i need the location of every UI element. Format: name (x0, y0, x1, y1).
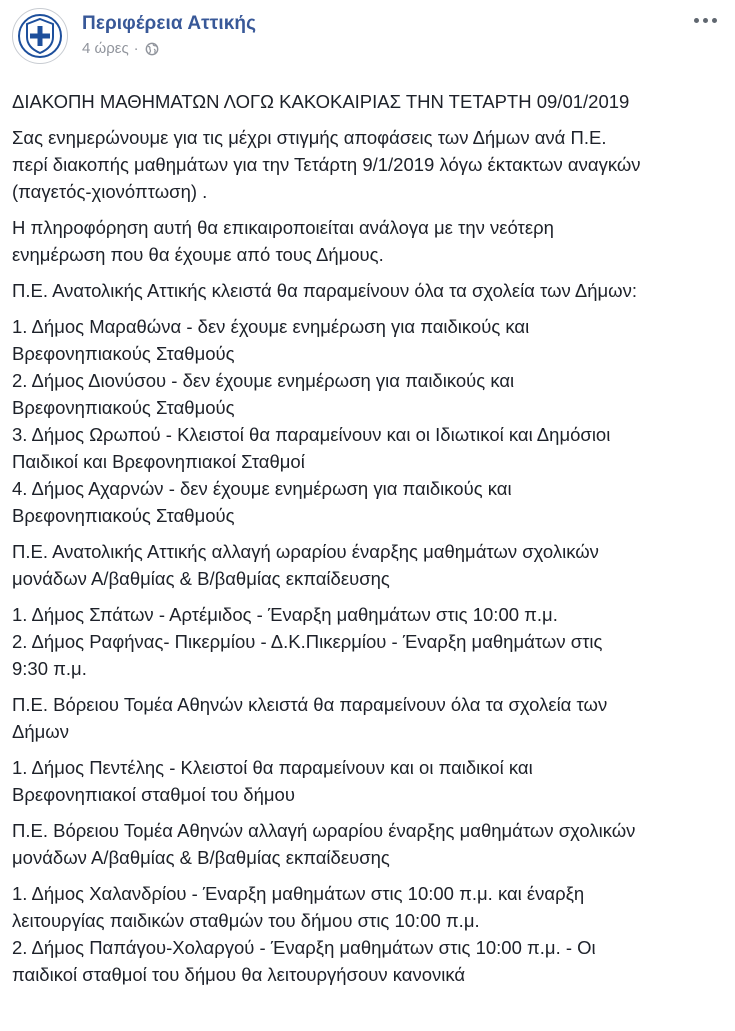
post-text-line: Η πληροφόρηση αυτή θα επικαιροποιείται ανάλογα με την νεότερη (12, 217, 554, 238)
post-text-line: Βρεφονηπιακούς Σταθμούς (12, 343, 235, 364)
post-header (12, 0, 719, 72)
post-text-line: παιδικοί σταθμοί του δήμου θα λειτουργήσουν κανονικά (12, 964, 466, 985)
post-paragraph (12, 277, 719, 304)
page-name-link[interactable]: Περιφέρεια Αττικής (82, 13, 257, 34)
post-paragraph (12, 124, 719, 205)
post-text-line: 2. Δήμος Διονύσου - δεν έχουμε ενημέρωση για παιδικούς και (12, 370, 515, 391)
post-text-line: Π.Ε. Βόρειου Τομέα Αθηνών κλειστά θα παραμείνουν όλα τα σχολεία των (12, 694, 608, 715)
post-text-line: 1. Δήμος Πεντέλης - Κλειστοί θα παραμείνουν και οι παιδικοί και (12, 757, 533, 778)
post-text-line: Σας ενημερώνουμε για τις μέχρι στιγμής αποφάσεις των Δήμων ανά Π.Ε. (12, 127, 607, 148)
post-paragraph (12, 313, 719, 529)
post-paragraph (12, 880, 719, 988)
post-text-line: λειτουργίας παιδικών σταθμών του δήμου στις 10:00 π.μ. (12, 910, 480, 931)
post-text-line: 1. Δήμος Μαραθώνα - δεν έχουμε ενημέρωση για παιδικούς και (12, 316, 530, 337)
more-options-icon[interactable] (690, 14, 721, 27)
post-text-line: Παιδικοί και Βρεφονηπιακοί Σταθμοί (12, 451, 305, 472)
post-text-line: 9:30 π.μ. (12, 658, 87, 679)
post-text-line: 4. Δήμος Αχαρνών - δεν έχουμε ενημέρωση για παιδικούς και (12, 478, 512, 499)
post-text-line: (παγετός-χιονόπτωση) . (12, 181, 208, 202)
post-text-line: Π.Ε. Ανατολικής Αττικής κλειστά θα παραμείνουν όλα τα σχολεία των Δήμων: (12, 280, 638, 301)
post-header-text (82, 8, 719, 59)
post-paragraph (12, 754, 719, 808)
post-text-line: μονάδων Α/βαθμίας & Β/βαθμίας εκπαίδευσης (12, 568, 390, 589)
post-text-line: Βρεφονηπιακούς Σταθμούς (12, 505, 235, 526)
more-options-dot (694, 18, 699, 23)
post-text-line: Βρεφονηπιακοί σταθμοί του δήμου (12, 784, 295, 805)
post-timestamp[interactable]: 4 ώρες (82, 40, 129, 57)
avatar[interactable] (12, 8, 68, 64)
post-meta (82, 39, 719, 59)
post-text-line: Π.Ε. Ανατολικής Αττικής αλλαγή ωραρίου έναρξης μαθημάτων σχολικών (12, 541, 599, 562)
post-paragraph (12, 88, 719, 115)
post-text-line: Βρεφονηπιακούς Σταθμούς (12, 397, 235, 418)
meta-separator: · (133, 40, 139, 57)
post-paragraph (12, 691, 719, 745)
post-text-line: 1. Δήμος Χαλανδρίου - Έναρξη μαθημάτων στις 10:00 π.μ. και έναρξη (12, 883, 585, 904)
more-options-dot (703, 18, 708, 23)
post-paragraph (12, 817, 719, 871)
post-text-line: Δήμων (12, 721, 69, 742)
region-crest-icon (17, 13, 63, 59)
post-text-line: Π.Ε. Βόρειου Τομέα Αθηνών αλλαγή ωραρίου έναρξης μαθημάτων σχολικών (12, 820, 636, 841)
more-options-dot (712, 18, 717, 23)
post-body (12, 88, 719, 988)
post-text-line: 2. Δήμος Ραφήνας- Πικερμίου - Δ.Κ.Πικερμίου - Έναρξη μαθημάτων στις (12, 631, 603, 652)
post-text-line: μονάδων Α/βαθμίας & Β/βαθμίας εκπαίδευσης (12, 847, 390, 868)
post-text-line: 1. Δήμος Σπάτων - Αρτέμιδος - Έναρξη μαθημάτων στις 10:00 π.μ. (12, 604, 558, 625)
post-paragraph (12, 601, 719, 682)
post-text-line: περί διακοπής μαθημάτων για την Τετάρτη 9/1/2019 λόγω έκτακτων αναγκών (12, 154, 641, 175)
post-text-line: ΔΙΑΚΟΠΗ ΜΑΘΗΜΑΤΩΝ ΛΟΓΩ ΚΑΚΟΚΑΙΡΙΑΣ ΤΗΝ ΤΕΤΑΡΤΗ 09/01/2019 (12, 91, 630, 112)
post-text-line: 3. Δήμος Ωρωπού - Κλειστοί θα παραμείνουν και οι Ιδιωτικοί και Δημόσιοι (12, 424, 611, 445)
post-paragraph (12, 214, 719, 268)
post-paragraph (12, 538, 719, 592)
post-text-line: 2. Δήμος Παπάγου-Χολαργού - Έναρξη μαθημάτων στις 10:00 π.μ. - Οι (12, 937, 596, 958)
post-text-line: ενημέρωση που θα έχουμε από τους Δήμους. (12, 244, 384, 265)
globe-icon[interactable] (145, 42, 159, 56)
